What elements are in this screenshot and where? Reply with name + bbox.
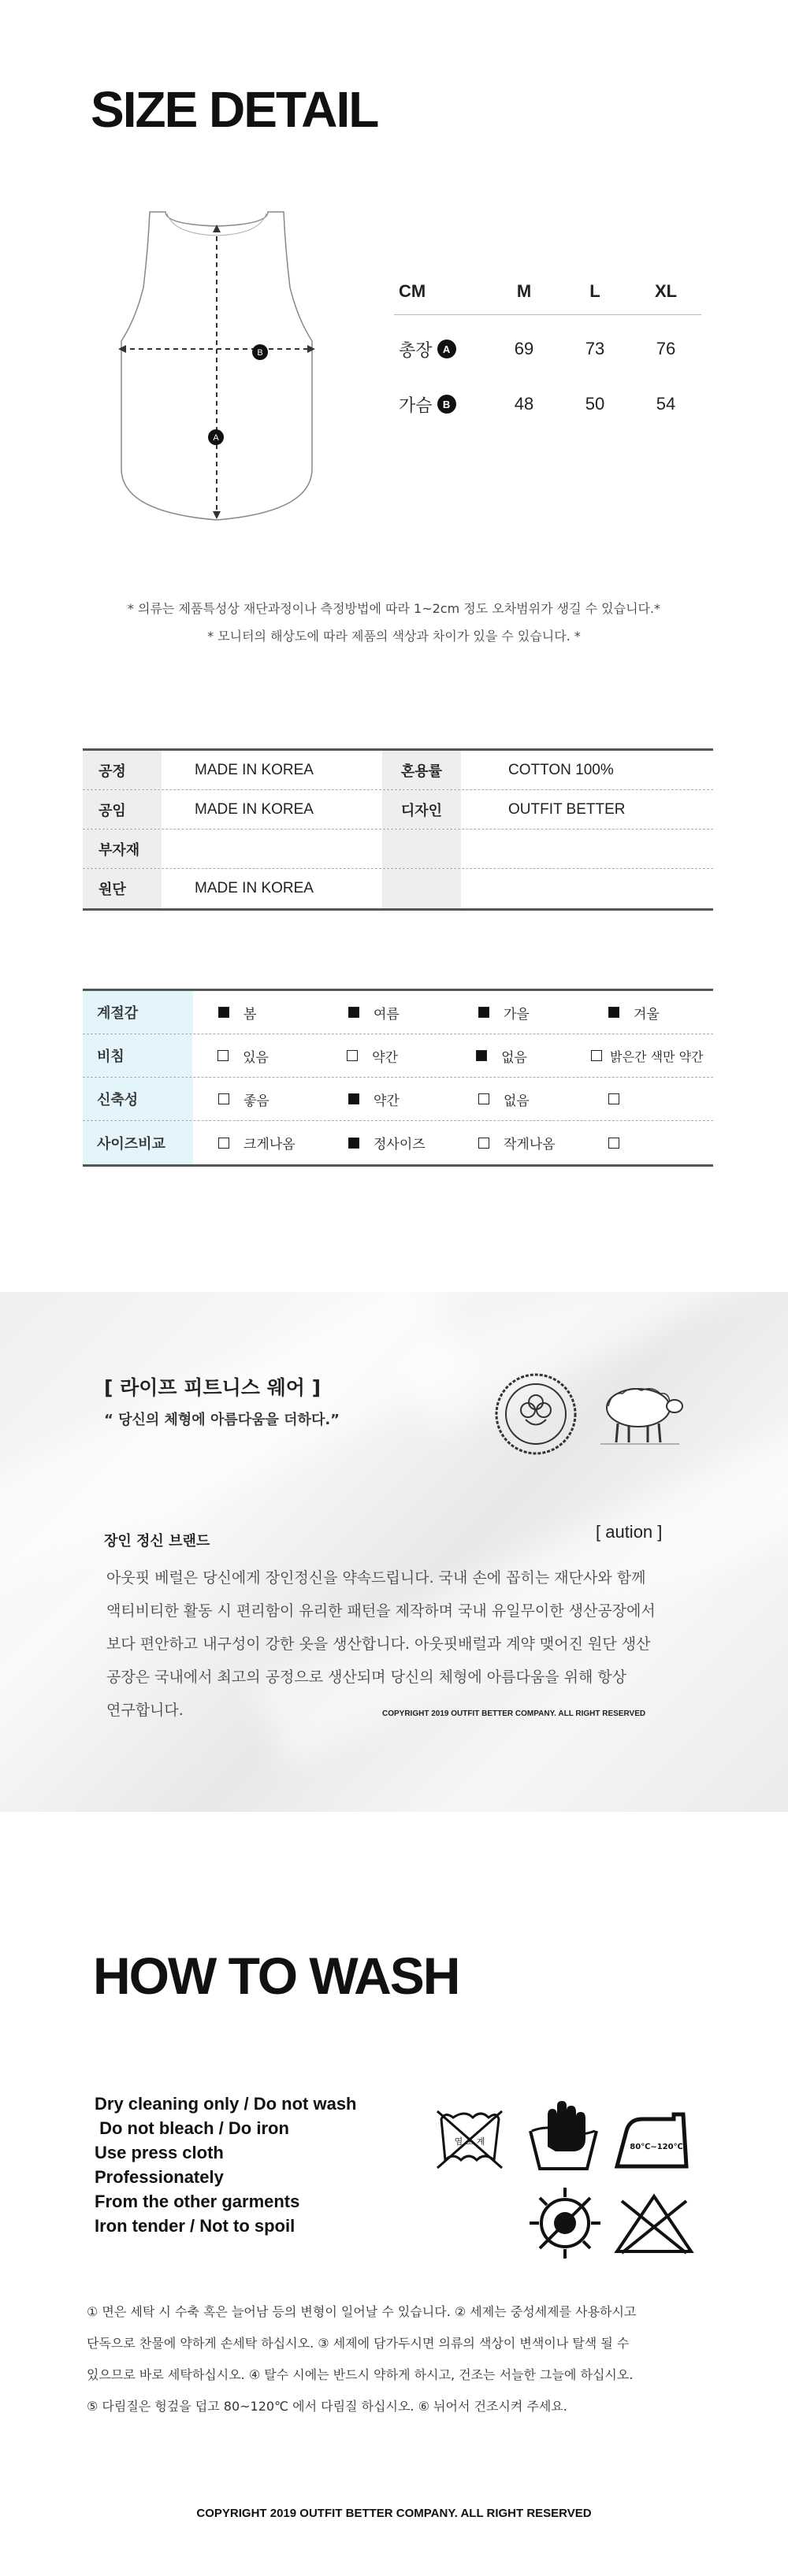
brand-slogan: “ 당신의 체형에 아름다움을 더하다.” [104,1412,340,1428]
sheep-icon [593,1375,687,1449]
hand-wash-icon [524,2099,603,2174]
wash-note: 단독으로 찬물에 약하게 손세탁 하십시오. ③ 세제에 담가두시면 의류의 색상이 변색이나 탈색 될 수 [87,2336,630,2351]
value-l: 50 [585,394,605,414]
wash-line: Professionately [95,2167,224,2187]
garment-diagram [110,201,323,532]
size-row-chest [394,377,701,432]
fabric-info-table [83,748,713,911]
brand-description [106,1561,686,1727]
info-value: MADE IN KOREA [195,880,314,896]
wash-note: 있으므로 바로 세탁하십시오. ④ 탈수 시에는 반드시 약하게 하시고, 건조는 서늘한 그늘에 하십시오. [87,2367,634,2382]
badge-b-icon: B [437,395,456,414]
iron-icon-label: 80℃~120℃ [630,2143,683,2151]
diagram-label-a: A [213,433,219,443]
brand-line: 아웃핏 베럴은 당신에게 장인정신을 약속드립니다. 국내 손에 꼽히는 재단사와 함께 [106,1569,646,1587]
checkbox-icon [217,1050,229,1061]
size-table [394,268,701,432]
checkbox-icon [476,1050,487,1061]
info-value: MADE IN KOREA [195,800,314,818]
checkbox-icon [348,1093,359,1104]
info-key [382,830,461,868]
option-label: 좋음 [243,1093,269,1109]
wash-line: Do not bleach / Do iron [95,2118,289,2138]
size-row-length [394,321,701,377]
info-key: 디자인 [382,790,461,829]
checkbox-icon [608,1007,619,1018]
option-label: 없음 [501,1049,527,1066]
info-key: 원단 [83,869,162,908]
brand-copyright: COPYRIGHT 2019 OUTFIT BETTER COMPANY. ALL RIGHT RESERVED [382,1709,646,1718]
checkbox-icon [348,1007,359,1018]
option-label: 여름 [374,1006,400,1023]
brand-title: [ 라이프 피트니스 웨어 ] [104,1376,322,1399]
header-xl: XL [654,280,678,301]
value-l: 73 [585,339,605,358]
brand-line: 액티비티한 활동 시 편리함이 유리한 패턴을 제작하며 국내 유일무이한 생산공장에서 [106,1602,656,1620]
checkbox-icon [478,1138,489,1149]
wash-line: Use press cloth [95,2143,224,2162]
no-bleach-triangle-icon [611,2190,697,2257]
wash-note: ⑤ 다림질은 헝겊을 덥고 80~120℃ 에서 다림질 하십시오. ⑥ 뉘어서 건조시켜 주세요. [87,2399,567,2414]
no-tumble-dry-icon [528,2186,603,2261]
option-label: 약간 [374,1093,400,1109]
info-value: COTTON 100% [508,761,614,778]
attr-row-season [83,991,713,1034]
wash-line: Dry cleaning only / Do not wash [95,2094,357,2114]
attr-label: 계절감 [83,991,193,1034]
info-value [162,830,382,868]
checkbox-icon [608,1138,619,1149]
row-label: 총장 [399,340,433,360]
header-l: L [589,280,600,301]
checkbox-icon [218,1007,229,1018]
wash-instructions [95,2092,357,2238]
iron-icon [611,2103,697,2174]
attr-row-sheer [83,1034,713,1078]
brand-line: 보다 편안하고 내구성이 강한 옷을 생산합니다. 아웃핏배럴과 계약 맺어진 원단 생산 [106,1635,651,1653]
wash-line: From the other garments [95,2192,300,2211]
info-key: 공임 [83,790,162,829]
value-m: 69 [514,339,534,358]
wash-line: Iron tender / Not to spoil [95,2216,296,2236]
checkbox-icon [348,1138,359,1149]
checkbox-icon [608,1093,619,1104]
brand-section [0,1292,788,1812]
info-row [83,830,713,869]
wash-notes [87,2296,709,2422]
value-m: 48 [514,394,534,414]
option-label: 밝은간 색만 약간 [610,1049,704,1064]
wash-note: ① 면은 세탁 시 수축 혹은 늘어남 등의 변형이 일어날 수 있습니다. ② 세제는 중성세제를 사용하시고 [87,2304,637,2319]
checkbox-icon [347,1050,358,1061]
info-row [83,869,713,908]
attr-row-size-compare [83,1121,713,1164]
value-xl: 76 [656,339,676,358]
attr-label: 사이즈비교 [83,1121,193,1164]
info-key [382,869,461,908]
no-bleach-icon [429,2103,508,2174]
checkbox-icon [591,1050,602,1061]
attr-label: 비침 [83,1034,192,1077]
option-label: 정사이즈 [374,1137,426,1153]
info-value [461,869,713,908]
info-value: OUTFIT BETTER [508,800,626,818]
size-table-header [394,268,701,315]
header-cm: CM [399,280,426,301]
brand-tag: [ aution ] [596,1522,663,1542]
brand-subtitle: 장인 정신 브랜드 [104,1533,210,1550]
info-key: 부자재 [83,830,162,868]
size-note-2: * 모니터의 해상도에 따라 제품의 색상과 차이가 있을 수 있습니다. * [207,629,581,644]
option-label: 있음 [243,1049,269,1066]
cotton-badge-icon [492,1371,579,1457]
info-value: MADE IN KOREA [195,761,314,778]
info-row [83,790,713,830]
option-label: 가을 [504,1006,530,1023]
option-label: 약간 [372,1049,398,1066]
wash-title: HOW TO WASH [93,1947,459,2005]
row-label: 가슴 [399,395,433,415]
option-label: 작게나옴 [504,1137,556,1153]
checkbox-icon [478,1007,489,1018]
size-note-1: * 의류는 제품특성상 재단과정이나 측정방법에 따라 1~2cm 정도 오차범위가 생길 수 있습니다.* [127,601,661,616]
brand-line: 공장은 국내에서 최고의 공정으로 생산되며 당신의 체형에 아름다움을 위해 항상 [106,1668,627,1686]
size-detail-title: SIZE DETAIL [91,81,378,138]
value-xl: 54 [656,394,676,414]
option-label: 봄 [243,1006,257,1023]
info-key: 공정 [83,751,162,789]
attr-label: 신축성 [83,1078,193,1120]
badge-a-icon: A [437,340,456,358]
footer-copyright: COPYRIGHT 2019 OUTFIT BETTER COMPANY. ALL RIGHT RESERVED [196,2507,592,2520]
bleach-icon-label: 염 소 계 [454,2136,485,2147]
checkbox-icon [218,1138,229,1149]
attr-row-stretch [83,1078,713,1121]
checkbox-icon [478,1093,489,1104]
info-key: 혼용률 [382,751,461,789]
info-value [461,830,713,868]
checkbox-icon [218,1093,229,1104]
header-m: M [516,280,532,301]
diagram-label-b: B [257,348,263,358]
option-label: 크게나옴 [243,1137,296,1153]
brand-line: 연구합니다. [106,1702,184,1719]
option-label: 없음 [504,1093,530,1109]
option-label: 겨울 [634,1006,660,1023]
info-row [83,751,713,790]
attribute-table [83,989,713,1167]
